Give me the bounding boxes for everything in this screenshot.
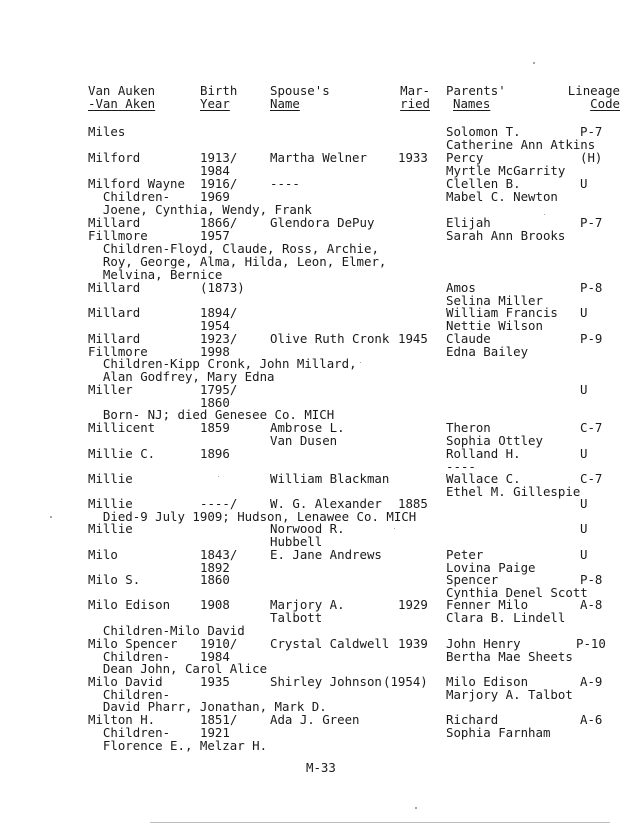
cell-c6: U	[580, 547, 588, 562]
cell-c1: Children-	[88, 189, 171, 204]
cell-c1: Fillmore	[88, 228, 148, 243]
cell-c6: U	[580, 176, 588, 191]
cell-c2: 1795/	[200, 382, 238, 397]
header-c5-line2: Names	[453, 96, 491, 111]
scan-speck	[533, 62, 535, 64]
cell-c6: U	[580, 521, 588, 536]
header-c6-line2: Code	[590, 96, 620, 111]
cell-c2: (1873)	[200, 280, 245, 295]
header-c1-line2: -Van Aken	[88, 96, 156, 111]
cell-c2: 1860	[200, 395, 230, 410]
scan-speck	[415, 807, 417, 809]
cell-c3: Shirley Johnson	[270, 674, 382, 689]
cell-c5: Sophia Ottley	[446, 433, 543, 448]
cell-c1: David Pharr, Jonathan, Mark D.	[88, 699, 327, 714]
cell-c1: Millard	[88, 215, 141, 230]
page-number: M-33	[306, 760, 336, 775]
cell-c2: 1894/	[200, 305, 238, 320]
cell-c1: Millie	[88, 521, 133, 536]
cell-c3: Marjory A.	[270, 597, 345, 612]
cell-c5: Rolland H.	[446, 446, 521, 461]
cell-c1: Millard	[88, 331, 141, 346]
cell-c1: Children-Floyd, Claude, Ross, Archie,	[88, 241, 379, 256]
cell-c6: U	[580, 305, 588, 320]
cell-c4: 1933	[398, 150, 428, 165]
cell-c5: Lovina Paige	[446, 560, 536, 575]
cell-c5: John Henry	[446, 636, 521, 651]
cell-c6: P-8	[580, 280, 603, 295]
cell-c1: Milo David	[88, 674, 163, 689]
cell-c5: Spencer	[446, 572, 499, 587]
cell-c3: Martha Welner	[270, 150, 367, 165]
cell-c3: Glendora DePuy	[270, 215, 375, 230]
cell-c5: Clellen B.	[446, 176, 521, 191]
cell-c4: 1885	[398, 496, 428, 511]
header-c3-line2: Name	[270, 96, 300, 111]
cell-c3: Ada J. Green	[270, 712, 360, 727]
cell-c6: (H)	[580, 150, 603, 165]
cell-c5: Selina Miller	[446, 293, 543, 308]
cell-c5: Fenner Milo	[446, 597, 529, 612]
cell-c1: Miller	[88, 382, 133, 397]
header-c2-line2: Year	[200, 96, 230, 111]
cell-c1: Miles	[88, 124, 126, 139]
cell-c1: Millard	[88, 280, 141, 295]
cell-c1: Millie	[88, 496, 133, 511]
cell-c6: U	[580, 446, 588, 461]
cell-c5: Peter	[446, 547, 484, 562]
cell-c5: Catherine Ann Atkins	[446, 137, 596, 152]
cell-c5: Clara B. Lindell	[446, 610, 566, 625]
cell-c2: 1866/	[200, 215, 238, 230]
cell-c4: 1939	[398, 636, 428, 651]
cell-c1: Alan Godfrey, Mary Edna	[88, 369, 275, 384]
header-c4-line2: ried	[400, 96, 430, 111]
cell-c2: 1859	[200, 420, 230, 435]
cell-c6: A-8	[580, 597, 603, 612]
cell-c2: 1957	[200, 228, 230, 243]
cell-c5: Nettie Wilson	[446, 318, 543, 333]
cell-c1: Children-	[88, 687, 171, 702]
cell-c1: Millard	[88, 305, 141, 320]
cell-c5: Elijah	[446, 215, 491, 230]
cell-c1: Millie	[88, 471, 133, 486]
header-c1-line1: Van Auken	[88, 83, 156, 98]
cell-c3: Norwood R.	[270, 521, 345, 536]
cell-c2: 1954	[200, 318, 230, 333]
cell-c1: Milton H.	[88, 712, 156, 727]
cell-c6: A-6	[580, 712, 603, 727]
cell-c6: C-7	[580, 420, 603, 435]
cell-c2: 1984	[200, 649, 230, 664]
cell-c1: Millicent	[88, 420, 156, 435]
cell-c5: Wallace C.	[446, 471, 521, 486]
cell-c1: Joene, Cynthia, Wendy, Frank	[88, 202, 312, 217]
cell-c2: 1851/	[200, 712, 238, 727]
cell-c6: P-7	[580, 215, 603, 230]
cell-c5: Myrtle McGarrity	[446, 163, 566, 178]
cell-c5: Mabel C. Newton	[446, 189, 558, 204]
cell-c2: 1908	[200, 597, 230, 612]
cell-c4: 1945	[398, 331, 428, 346]
cell-c5: Ethel M. Gillespie	[446, 484, 581, 499]
cell-c1: Millie C.	[88, 446, 156, 461]
cell-c2: 1843/	[200, 547, 238, 562]
scan-speck	[360, 362, 361, 363]
cell-c3: Van Dusen	[270, 433, 338, 448]
cell-c2: 1913/	[200, 150, 238, 165]
cell-c6: P-10	[576, 636, 606, 651]
scan-speck	[394, 528, 395, 529]
header-c3-line1: Spouse's	[270, 83, 330, 98]
cell-c1: Melvina, Bernice	[88, 267, 223, 282]
cell-c3: Hubbell	[270, 534, 323, 549]
cell-c2: 1984	[200, 163, 230, 178]
cell-c6: U	[580, 496, 588, 511]
cell-c2: 1969	[200, 189, 230, 204]
cell-c5: Percy	[446, 150, 484, 165]
header-c4-line1: Mar-	[400, 83, 430, 98]
cell-c1: Fillmore	[88, 344, 148, 359]
cell-c6: P-7	[580, 124, 603, 139]
cell-c5: Theron	[446, 420, 491, 435]
cell-c1: Milo	[88, 547, 118, 562]
cell-c2: 1896	[200, 446, 230, 461]
header-c6-line1: Lineage	[567, 83, 620, 98]
cell-c5: Edna Bailey	[446, 344, 529, 359]
header-c5-line1: Parents'	[446, 83, 506, 98]
cell-c5: Solomon T.	[446, 124, 521, 139]
cell-c1: Milo Edison	[88, 597, 171, 612]
cell-c5: Marjory A. Talbot	[446, 687, 573, 702]
cell-c1: Milo Spencer	[88, 636, 178, 651]
cell-c6: U	[580, 382, 588, 397]
cell-c4: (1954)	[383, 674, 428, 689]
cell-c3: William Blackman	[270, 471, 390, 486]
cell-c1: Children-Kipp Cronk, John Millard,	[88, 356, 357, 371]
cell-c2: 1923/	[200, 331, 238, 346]
cell-c3: Talbott	[270, 610, 323, 625]
scan-speck	[218, 476, 219, 477]
scan-speck	[50, 516, 52, 518]
cell-c3: Ambrose L.	[270, 420, 345, 435]
cell-c5: Amos	[446, 280, 476, 295]
cell-c1: Dean John, Carol Alice	[88, 661, 268, 676]
cell-c3: ----	[270, 176, 300, 191]
header-c2-line1: Birth	[200, 83, 238, 98]
cell-c5: ----	[446, 459, 476, 474]
cell-c4: 1929	[398, 597, 428, 612]
cell-c1: Florence E., Melzar H.	[88, 738, 268, 753]
cell-c3: Olive Ruth Cronk	[270, 331, 390, 346]
cell-c6: P-9	[580, 331, 603, 346]
cell-c2: 1935	[200, 674, 230, 689]
cell-c1: Born- NJ; died Genesee Co. MICH	[88, 407, 335, 422]
cell-c6: A-9	[580, 674, 603, 689]
cell-c3: Crystal Caldwell	[270, 636, 390, 651]
cell-c1: Milo S.	[88, 572, 141, 587]
cell-c1: Milford	[88, 150, 141, 165]
scan-speck	[544, 214, 545, 215]
cell-c2: 1916/	[200, 176, 238, 191]
cell-c1: Died-9 July 1909; Hudson, Lenawee Co. MICH	[88, 509, 417, 524]
cell-c6: C-7	[580, 471, 603, 486]
cell-c3: E. Jane Andrews	[270, 547, 382, 562]
cell-c5: Richard	[446, 712, 499, 727]
cell-c5: Sophia Farnham	[446, 725, 551, 740]
cell-c1: Children-Milo David	[88, 623, 245, 638]
cell-c1: Milford Wayne	[88, 176, 185, 191]
cell-c3: W. G. Alexander	[270, 496, 382, 511]
cell-c2: 1860	[200, 572, 230, 587]
cell-c2: 1921	[200, 725, 230, 740]
cell-c5: Claude	[446, 331, 491, 346]
cell-c2: 1892	[200, 560, 230, 575]
cell-c5: Cynthia Denel Scott	[446, 585, 588, 600]
cell-c2: ----/	[200, 496, 238, 511]
cell-c5: Sarah Ann Brooks	[446, 228, 566, 243]
page-edge-line	[150, 822, 610, 823]
cell-c1: Roy, George, Alma, Hilda, Leon, Elmer,	[88, 254, 387, 269]
cell-c1: Children-	[88, 725, 171, 740]
cell-c2: 1910/	[200, 636, 238, 651]
cell-c5: Milo Edison	[446, 674, 529, 689]
cell-c1: Children-	[88, 649, 171, 664]
cell-c5: Bertha Mae Sheets	[446, 649, 573, 664]
cell-c2: 1998	[200, 344, 230, 359]
cell-c6: P-8	[580, 572, 603, 587]
cell-c5: William Francis	[446, 305, 558, 320]
